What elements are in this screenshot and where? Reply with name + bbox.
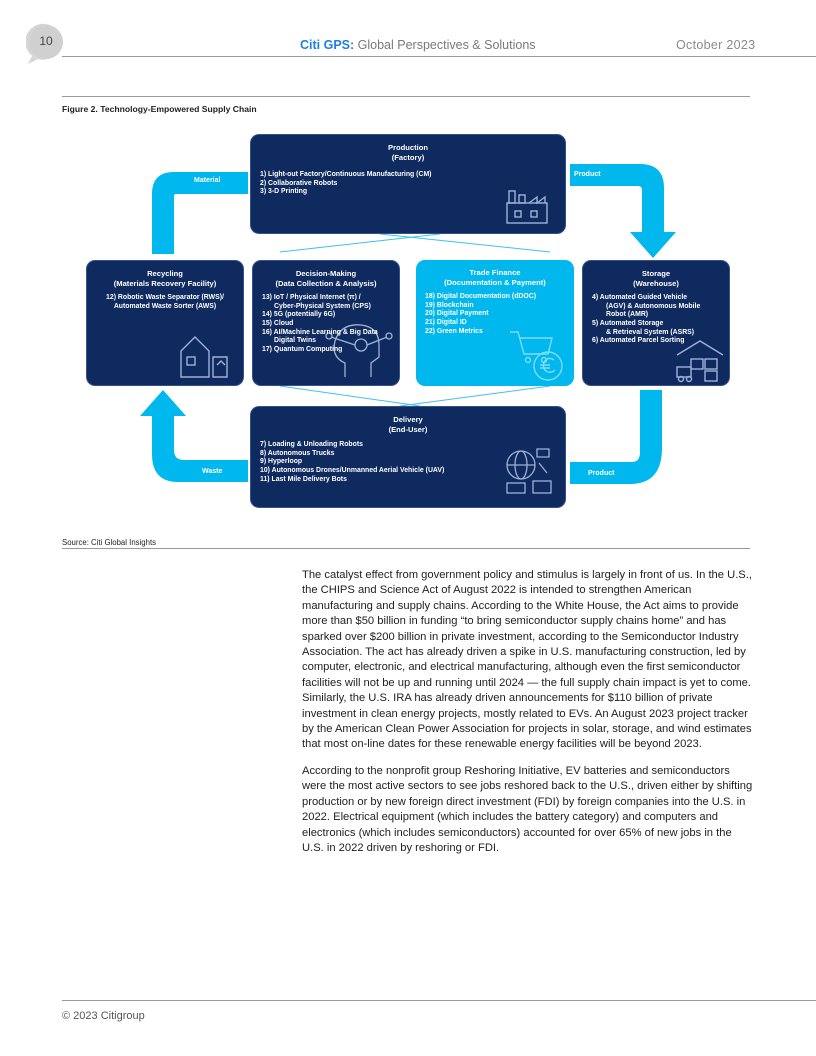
brand-name: Citi GPS: bbox=[300, 38, 355, 52]
trade-finance-box bbox=[416, 260, 574, 386]
figure-top-rule bbox=[62, 96, 750, 97]
copyright: © 2023 Citigroup bbox=[62, 1010, 145, 1022]
list-item: 14) 5G (potentially 6G) bbox=[262, 311, 336, 319]
cart-euro-icon bbox=[508, 324, 568, 382]
publication-date: October 2023 bbox=[676, 38, 756, 52]
product-label-bottom: Product bbox=[588, 470, 615, 477]
waste-label: Waste bbox=[202, 468, 223, 475]
storage-box bbox=[582, 260, 730, 386]
list-item: 18) Digital Documentation (dDOC) bbox=[425, 293, 537, 301]
supply-chain-diagram bbox=[80, 128, 736, 514]
recycling-title-text: Recycling bbox=[147, 269, 183, 278]
list-item: 2) Collaborative Robots bbox=[260, 179, 338, 187]
delivery-title bbox=[251, 415, 565, 434]
production-box bbox=[250, 134, 566, 234]
list-item: 11) Last Mile Delivery Bots bbox=[260, 475, 347, 483]
delivery-subtitle: (End-User) bbox=[388, 424, 428, 434]
list-item: 3) 3-D Printing bbox=[260, 188, 308, 196]
list-item: 1) Light-out Factory/Continuous Manufacturing (CM) bbox=[260, 171, 432, 179]
product-arrow-bottom bbox=[570, 390, 662, 484]
connector-line bbox=[380, 234, 550, 252]
recycling-box bbox=[86, 260, 244, 386]
list-item: Robot (AMR) bbox=[606, 311, 649, 319]
list-item: 10) Autonomous Drones/Unmanned Aerial Vehicle (UAV) bbox=[260, 466, 445, 474]
product-arrow-top bbox=[570, 164, 676, 258]
figure-source: Source: Citi Global Insights bbox=[62, 538, 157, 547]
list-item: 12) Robotic Waste Separator (RWS)/ bbox=[106, 294, 224, 302]
storage-title bbox=[583, 269, 729, 288]
trade-subtitle: (Documentation & Payment) bbox=[444, 277, 546, 287]
list-item: 19) Blockchain bbox=[425, 301, 474, 309]
list-item: 17) Quantum Computing bbox=[262, 345, 343, 353]
factory-icon bbox=[503, 185, 551, 225]
list-item: 5) Automated Storage bbox=[592, 319, 664, 327]
list-item: 4) Automated Guided Vehicle bbox=[592, 294, 688, 302]
decision-title-text: Decision-Making bbox=[295, 269, 357, 278]
material-label: Material bbox=[194, 177, 221, 184]
globe-delivery-icon bbox=[499, 443, 555, 499]
decision-title bbox=[253, 269, 399, 288]
list-item: & Retrieval System (ASRS) bbox=[606, 328, 695, 336]
product-label-top: Product bbox=[574, 171, 601, 178]
body-text bbox=[302, 568, 754, 867]
list-item: 13) IoT / Physical Internet (π) / bbox=[262, 294, 361, 302]
figure-bottom-rule bbox=[62, 548, 750, 549]
footer-divider bbox=[62, 1000, 816, 1001]
list-item: 6) Automated Parcel Sorting bbox=[592, 337, 685, 345]
delivery-title-text: Delivery bbox=[393, 415, 423, 424]
list-item: (AGV) & Autonomous Mobile bbox=[606, 302, 701, 310]
header-divider bbox=[62, 56, 816, 57]
trade-title bbox=[416, 268, 574, 287]
list-item: Cyber-Physical System (CPS) bbox=[274, 302, 371, 310]
storage-subtitle: (Warehouse) bbox=[633, 278, 679, 288]
connector-line bbox=[280, 386, 420, 406]
storage-title-text: Storage bbox=[641, 269, 671, 278]
decision-subtitle: (Data Collection & Analysis) bbox=[275, 278, 377, 288]
production-subtitle: (Factory) bbox=[391, 152, 425, 162]
paragraph: The catalyst effect from government policy and stimulus is largely in front of us. In the U.S., the CHIPS and Science Act of August 2022 is intended to strengthen American manufacturing and supply chains. According to the White House, the Act aims to provide more than $50 billion in funding “to bring semiconductor supply chains home” and has sparked over $200 billion in private investment, according to the Semiconductor Industry Association. The act has already driven a spike in U.S. manufacturing construction, led by computer, electronic, and electrical manufacturing, although even the first semiconductor facilities will not be up and running until 2024 — the full supply chain impact is yet to come. Similarly, the U.S. IRA has already driven announcements for $110 billion of private investment in clean energy projects, mostly related to EVs. An August 2023 project tracker by the American Clean Power Association for projects in solar, storage, and wind estimates that most on-line dates for these renewable energy facilities will be beyond 2023. bbox=[302, 569, 752, 751]
page-number: 10 bbox=[39, 34, 53, 48]
material-arrow bbox=[152, 172, 248, 254]
list-item: 15) Cloud bbox=[262, 319, 294, 327]
recycling-facility-icon bbox=[177, 333, 231, 379]
recycling-title bbox=[87, 269, 243, 288]
list-item: 22) Green Metrics bbox=[425, 327, 483, 335]
list-item: 9) Hyperloop bbox=[260, 458, 303, 466]
list-item: 20) Digital Payment bbox=[425, 310, 489, 318]
figure-title: Figure 2. Technology-Empowered Supply Chain bbox=[62, 104, 257, 114]
publication-brand bbox=[300, 38, 536, 52]
production-title-text: Production bbox=[387, 143, 429, 152]
paragraph: According to the nonprofit group Reshoring Initiative, EV batteries and semiconductors were the most active sectors to see jobs reshored back to the U.S., driven either by shifting production or by new foreign direct investment (FDI) by foreign companies into the U.S. in 2022. Electrical equipment (which includes the battery category) and computers and electronics (which includes semiconductors) accounted for over 65% of new jobs in the U.S. in 2022 driven by reshoring or FDI. bbox=[302, 764, 753, 854]
list-item: 16) AI/Machine Learning & Big Data bbox=[262, 328, 378, 336]
connector-line bbox=[400, 386, 550, 406]
connector-line bbox=[280, 234, 440, 252]
trade-title-text: Trade Finance bbox=[469, 268, 521, 277]
production-title bbox=[251, 143, 565, 162]
list-item: 8) Autonomous Trucks bbox=[260, 449, 335, 457]
list-item: 21) Digital ID bbox=[425, 318, 467, 326]
list-item: Digital Twins bbox=[274, 337, 316, 345]
waste-arrow bbox=[140, 390, 248, 482]
list-item: 7) Loading & Unloading Robots bbox=[260, 441, 363, 449]
brand-subtitle: Global Perspectives & Solutions bbox=[357, 38, 536, 52]
delivery-box bbox=[250, 406, 566, 508]
decision-making-box bbox=[252, 260, 400, 386]
recycling-subtitle: (Materials Recovery Facility) bbox=[113, 278, 217, 288]
list-item: Automated Waste Sorter (AWS) bbox=[113, 302, 217, 310]
